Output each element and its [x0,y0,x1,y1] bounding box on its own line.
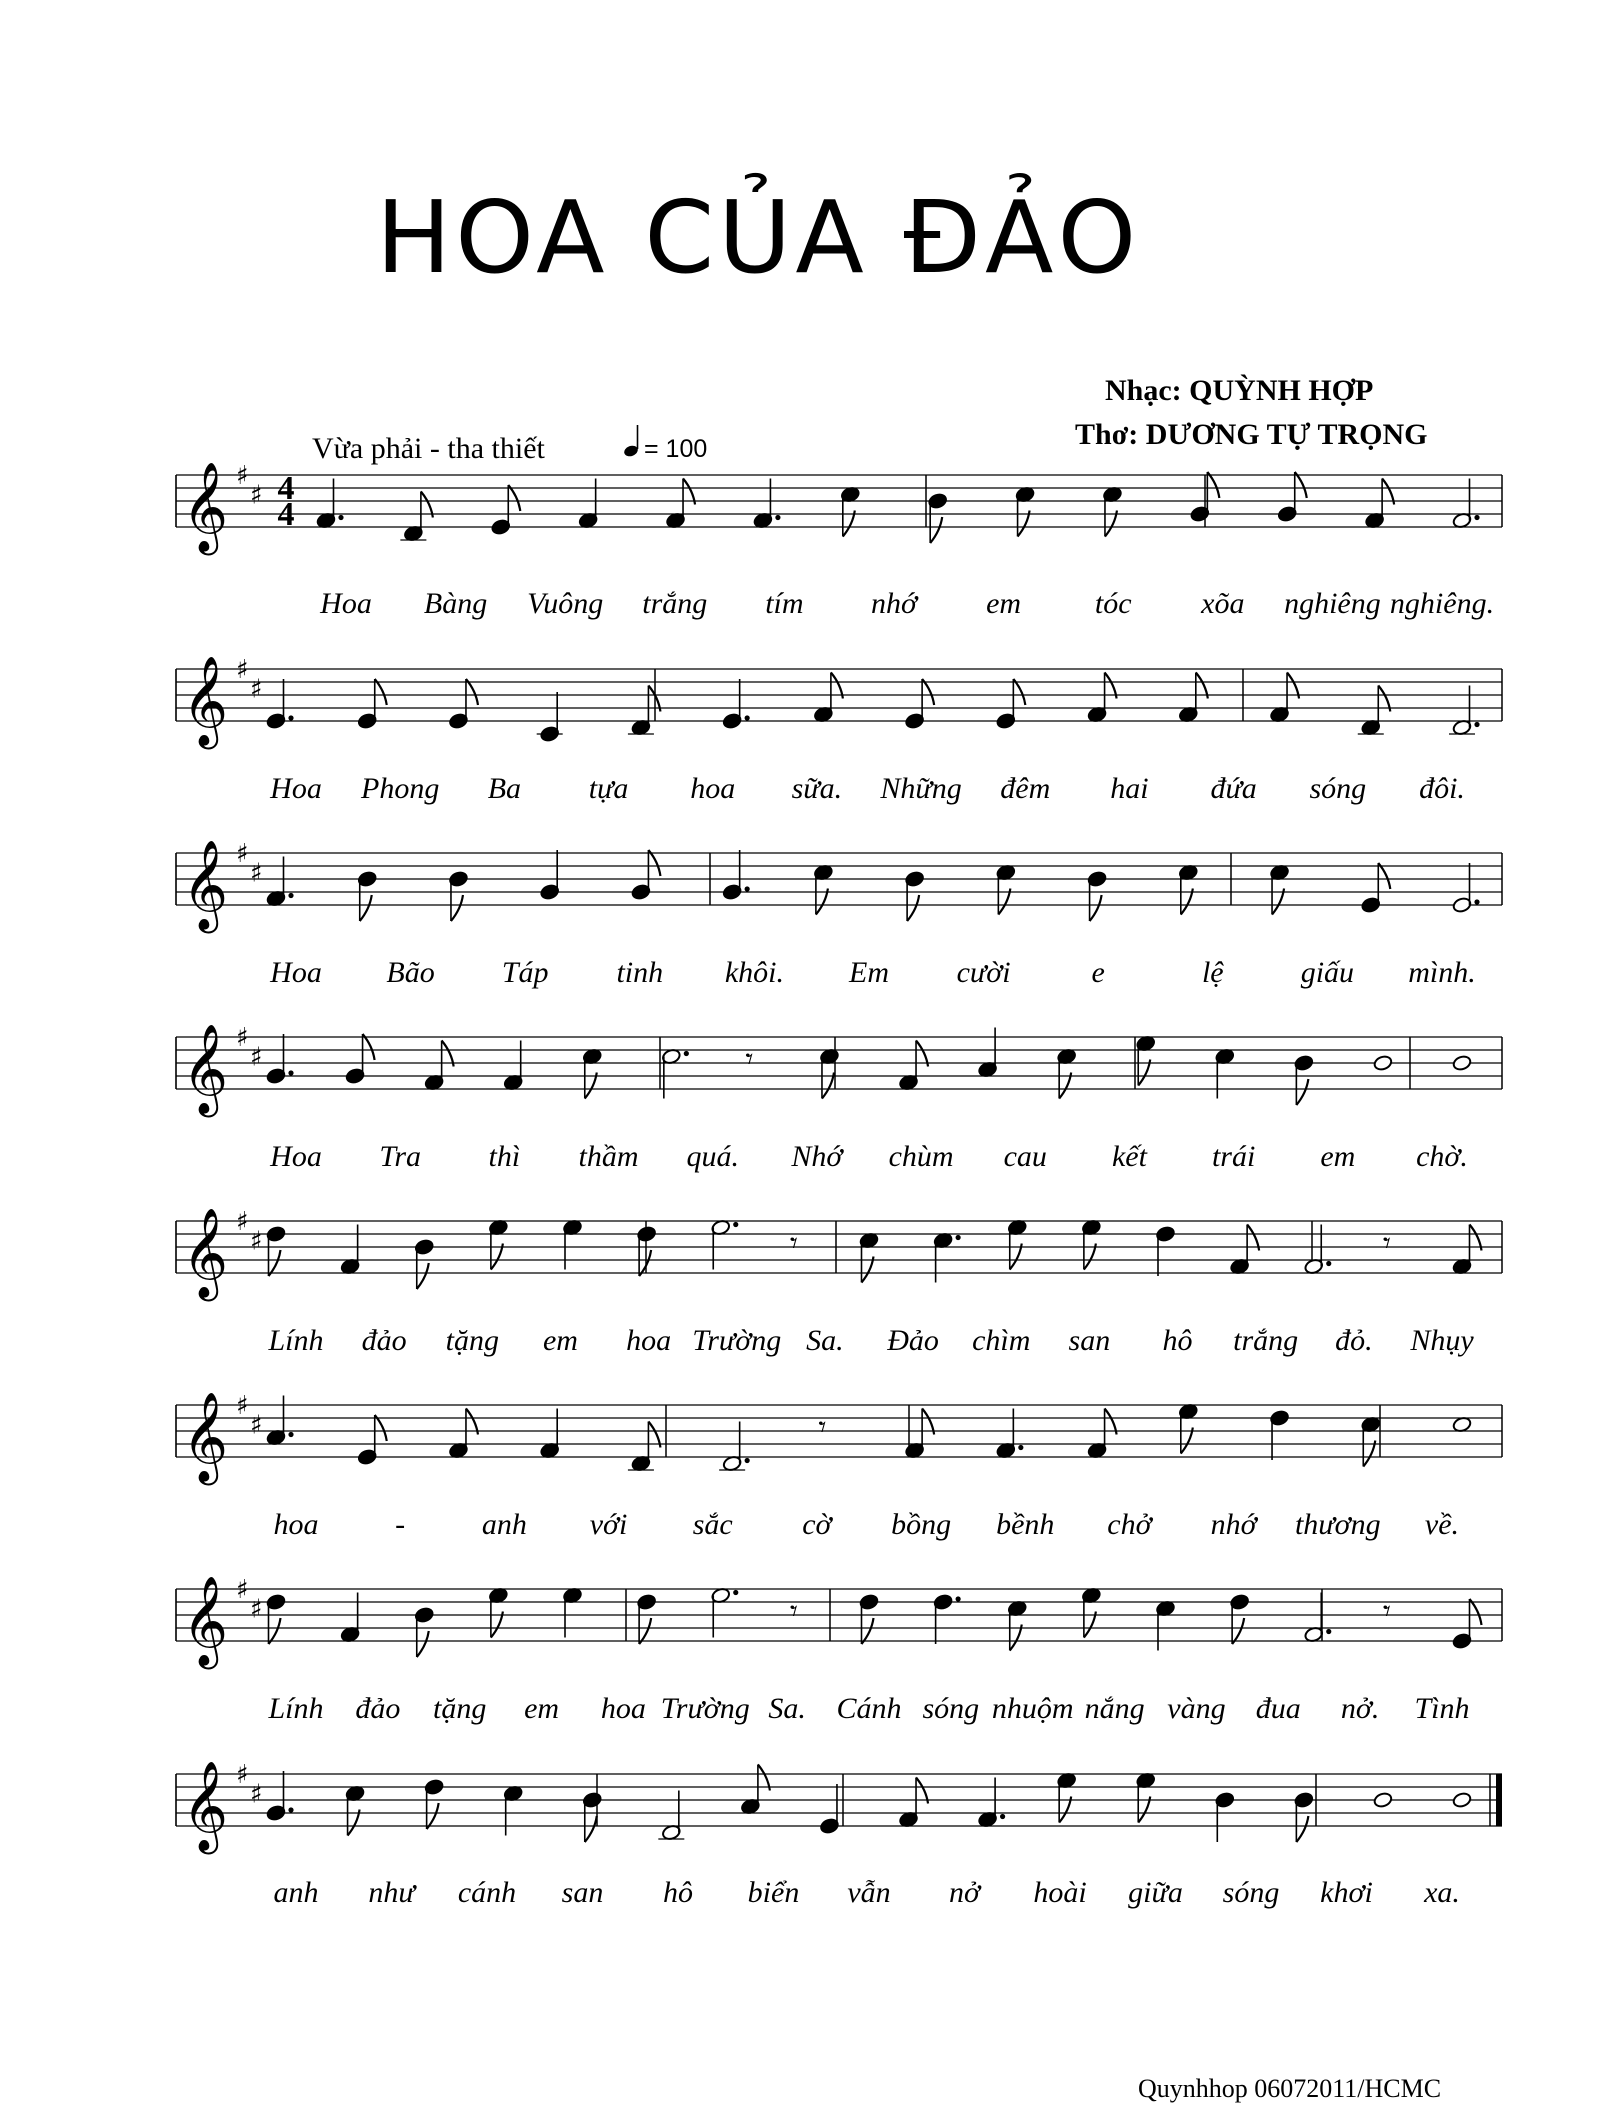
lyric-syllable: sóng [1222,1876,1280,1909]
lyric-syllable: hai [1110,772,1149,805]
dot [1474,722,1479,727]
lyric-syllable: cánh [457,1876,517,1909]
dot [956,1596,961,1601]
lyric-syllable: sắc [692,1508,733,1541]
lyric-syllable: hoa [690,772,736,805]
lyric-syllable: nở [948,1876,981,1909]
eighth-rest-icon: 𝄾 [789,1594,798,1629]
lyric-syllable: nắng [1084,1692,1145,1725]
lyric-syllable: đứa [1210,772,1257,805]
eighth-rest-icon: 𝄾 [1382,1594,1391,1629]
lyric-syllable: tím [765,587,804,620]
lyric-syllable: em [542,1324,578,1357]
lyric-syllable: trắng [1233,1324,1299,1357]
dot [288,1807,293,1812]
lyric-syllable: anh [273,1876,319,1909]
dot [745,715,750,720]
lyric-syllable: Trường [660,1692,750,1725]
lyric-syllable: tựa [588,772,629,805]
lyric-syllable: Tình [1414,1692,1470,1725]
treble-clef-icon: 𝄞 [182,1576,229,1666]
sharp-icon: ♯ [250,858,263,889]
sharp-icon: ♯ [236,1391,249,1421]
treble-clef-icon: 𝄞 [182,1761,229,1851]
lyric-syllable: Đảo [887,1324,939,1357]
treble-clef-icon: 𝄞 [182,840,229,930]
song-title: HOA CỦA ĐẢO [376,179,1141,296]
lyric-syllable: lệ [1201,956,1224,989]
dot [288,1432,293,1437]
lyric-syllable: Những [880,772,962,805]
lyric-syllable: san [561,1876,604,1909]
lyric-syllable: nở. [1340,1692,1380,1725]
lyric-syllable: san [1068,1324,1111,1357]
dot [1474,899,1479,904]
lyric-syllable: cười [956,956,1011,989]
dot [1326,1629,1331,1634]
sharp-icon: ♯ [236,1207,249,1237]
treble-clef-icon: 𝄞 [182,656,229,746]
lyric-syllable: Hoa [270,772,322,805]
sharp-icon: ♯ [236,1760,249,1790]
eighth-rest-icon: 𝄾 [745,1042,754,1077]
lyric-syllable: Sa. [768,1692,806,1725]
lyric-syllable: giữa [1128,1876,1183,1909]
lyric-syllable: kết [1111,1140,1147,1173]
treble-clef-icon: 𝄞 [182,1208,229,1298]
lyric-syllable: bồng [891,1508,952,1541]
eighth-rest-icon: 𝄾 [818,1410,827,1445]
time-signature-denominator: 4 [277,496,295,533]
sharp-icon: ♯ [250,1226,263,1257]
lyric-syllable: Vuông [527,587,604,620]
lyric-syllable: chờ. [1416,1140,1468,1173]
dot [288,1070,293,1075]
sharp-icon: ♯ [236,1023,249,1053]
treble-clef-icon: 𝄞 [182,1024,229,1114]
lyric-syllable: đỏ. [1335,1324,1373,1357]
lyric-syllable: Hoa [270,1140,322,1173]
dot [1326,1261,1331,1266]
lyric-syllable: hoài [1033,1876,1087,1909]
lyric-syllable: tặng [433,1692,487,1725]
lyric-syllable: tóc [1094,587,1132,620]
sharp-icon: ♯ [250,674,263,705]
dot [733,1590,738,1595]
lyric-syllable: tặng [445,1324,499,1357]
music-credit: Nhạc: QUỲNH HỢP [1105,374,1374,407]
lyric-syllable: mình. [1408,956,1476,989]
eighth-rest-icon: 𝄾 [789,1226,798,1261]
lyric-syllable: vẫn [847,1876,891,1909]
lyric-syllable: hoa [273,1508,319,1541]
dot [775,515,780,520]
dot [338,515,343,520]
lyric-syllable: thầm [578,1140,639,1173]
lyric-syllable: hoa [600,1692,646,1725]
lyric-syllable: biển [747,1876,800,1909]
lyric-syllable: em [1320,1140,1356,1173]
lyric-syllable: sữa. [791,772,843,805]
lyric-syllable: em [524,1692,560,1725]
eighth-rest-icon: 𝄾 [1382,1226,1391,1261]
lyric-syllable: Ba [487,772,522,805]
dot [684,1051,689,1056]
lyric-syllable: đảo [355,1692,401,1725]
lyric-syllable: nhuộm [991,1692,1074,1725]
lyric-syllable: cờ [802,1508,832,1541]
lyric-syllable: với [589,1508,628,1541]
lyric-syllable: trắng [642,587,708,620]
lyric-syllable: khơi [1320,1876,1373,1909]
sharp-icon: ♯ [250,1410,263,1441]
lyric-syllable: Bão [386,956,435,989]
lyric-syllable: xa. [1424,1876,1460,1909]
lyric-syllable: tinh [616,956,664,989]
lyric-syllable: chìm [972,1324,1031,1357]
lyric-syllable: em [986,587,1022,620]
lyric-syllable: Cánh [836,1692,902,1725]
lyric-syllable: Lính [268,1692,324,1725]
lyrics-credit: Thơ: DƯƠNG TỰ TRỌNG [1075,418,1428,451]
lyric-syllable: sóng [1309,772,1367,805]
lyric-syllable: sóng [922,1692,980,1725]
footer-signature: Quynhhop 06072011/HCMC [1138,2074,1442,2103]
sharp-icon: ♯ [236,839,249,869]
dot [745,886,750,891]
dot [733,1222,738,1227]
dot [1474,515,1479,520]
sharp-icon: ♯ [250,1594,263,1625]
dot [288,893,293,898]
lyric-syllable: bềnh [996,1508,1055,1541]
lyric-syllable: e [1091,956,1105,989]
lyric-syllable: thương [1294,1508,1381,1541]
lyric-syllable: như [368,1876,415,1909]
lyric-syllable: Hoa [320,587,372,620]
final-barline-thick [1496,1774,1502,1826]
time-signature-numerator: 4 [277,470,295,507]
lyric-syllable: anh [481,1508,527,1541]
lyric-syllable: hô [663,1876,693,1909]
lyric-syllable: Táp [501,956,549,989]
lyric-syllable: thì [488,1140,521,1173]
lyric-syllable: khôi. [724,956,784,989]
lyric-syllable: đua [1255,1692,1301,1725]
lyric-syllable: Nhớ [791,1140,843,1173]
tempo-marking: Vừa phải - tha thiết [312,432,545,465]
dot [956,1235,961,1240]
sharp-icon: ♯ [250,480,263,511]
lyric-syllable: đảo [361,1324,407,1357]
lyric-syllable: trái [1211,1140,1256,1173]
lyric-syllable: Tra [379,1140,422,1173]
dot [1018,1445,1023,1450]
lyric-syllable: Em [849,956,889,989]
lyric-syllable: vàng [1167,1692,1226,1725]
lyric-syllable: nghiêng. [1389,587,1495,620]
treble-clef-icon: 𝄞 [182,462,229,552]
lyric-syllable: nhớ [1210,1508,1257,1541]
lyric-syllable: xõa [1201,587,1245,620]
lyric-syllable: hô [1162,1324,1193,1357]
lyric-syllable: nhớ [870,587,918,620]
lyric-syllable: Bàng [423,587,488,620]
treble-clef-icon: 𝄞 [182,1392,229,1482]
lyric-syllable: đêm [1000,772,1051,805]
lyric-syllable: Trường [692,1324,782,1357]
lyric-syllable: giấu [1300,956,1355,989]
lyric-syllable: hoa [626,1324,672,1357]
sharp-icon: ♯ [250,1042,263,1073]
sharp-icon: ♯ [236,1575,249,1605]
lyric-syllable: Lính [268,1324,324,1357]
sharp-icon: ♯ [250,1779,263,1810]
lyric-syllable: Phong [361,772,440,805]
lyric-syllable: về. [1424,1508,1460,1541]
lyric-syllable: chùm [888,1140,954,1173]
dot [1000,1814,1005,1819]
sharp-icon: ♯ [236,461,249,491]
sharp-icon: ♯ [236,655,249,685]
lyric-syllable: Hoa [270,956,322,989]
dot [745,1458,750,1463]
lyric-syllable: đôi. [1419,772,1465,805]
lyric-syllable: quá. [686,1140,739,1173]
lyric-syllable: chở [1107,1508,1152,1541]
lyric-syllable: nghiêng [1284,587,1381,620]
lyric-syllable: Sa. [806,1324,844,1357]
lyric-syllable: - [395,1508,406,1541]
lyric-syllable: cau [1003,1140,1047,1173]
metronome-value: = 100 [644,435,708,463]
dot [288,715,293,720]
lyric-syllable: Nhụy [1410,1324,1474,1357]
